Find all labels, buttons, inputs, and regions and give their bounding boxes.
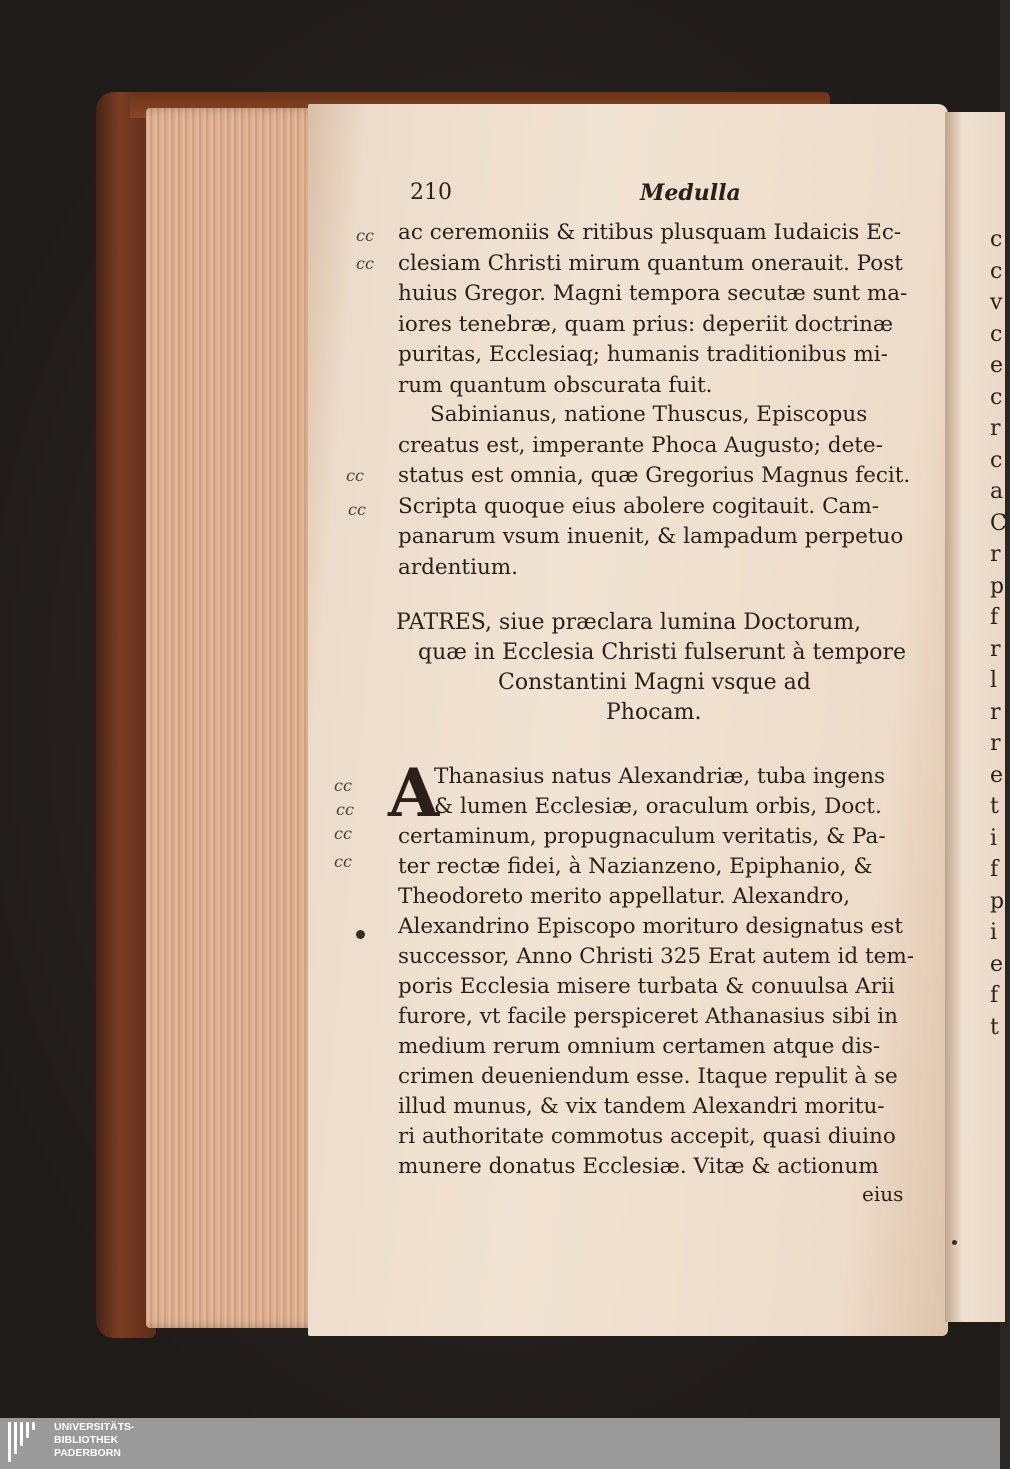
page-edges (146, 108, 326, 1328)
margin-note: cc (348, 500, 366, 519)
facing-page-letter: e (990, 353, 1004, 378)
facing-page-letter: l (990, 668, 998, 693)
facing-page-letter: r (990, 542, 1001, 567)
facing-page-letter: c (990, 321, 1003, 347)
facing-page-letter: f (990, 857, 999, 882)
text-line: medium rerum omnium certamen atque dis- (398, 1034, 881, 1059)
margin-note: cc (356, 226, 374, 245)
logo-text-line: PADERBORN (54, 1447, 121, 1459)
text-line: crimen deueniendum esse. Itaque repulit à se (398, 1064, 898, 1089)
facing-page-letter: e (990, 762, 1004, 788)
text-line: successor, Anno Christi 325 Erat autem id tem- (398, 944, 914, 969)
text-line: certaminum, propugnaculum veritatis, & Pa- (398, 824, 886, 849)
facing-page-letter: f (990, 983, 999, 1008)
text-line: & lumen Ecclesiæ, oraculum orbis, Doct. (434, 794, 882, 819)
text-line: rum quantum obscurata fuit. (398, 372, 713, 398)
facing-page-letter: c (990, 227, 1003, 252)
facing-page-letter: c (990, 384, 1003, 410)
text-line: puritas, Ecclesiaq; humanis traditionibus mi- (398, 342, 888, 367)
text-line: furore, vt facile perspiceret Athanasius sibi in (398, 1004, 898, 1029)
text-line: panarum vsum inuenit, & lampadum perpetuo (398, 524, 904, 549)
footer-bar (0, 1418, 1000, 1469)
facing-page-letter: r (990, 636, 1001, 662)
facing-page-letter: p (990, 888, 1005, 914)
text-line: huius Gregor. Magni tempora secutæ sunt ma- (398, 281, 908, 306)
text-line: Alexandrino Episcopo morituro designatus est (398, 914, 903, 939)
text-line: Scripta quoque eius abolere cogitauit. Cam- (398, 493, 880, 519)
facing-page-letter: t (990, 1014, 999, 1040)
catchword: eius (862, 1182, 904, 1206)
text-line: Sabinianus, natione Thuscus, Episcopus (430, 402, 868, 427)
heading-line: PATRES, siue præclara lumina Doctorum, (396, 610, 862, 635)
facing-page-letters (990, 224, 1010, 1043)
ink-blot (356, 930, 365, 939)
logo-text-line: BIBLIOTHEK (54, 1434, 119, 1446)
text-line: ardentium. (398, 554, 519, 580)
facing-page-letter: i (990, 920, 998, 945)
facing-page-letter: r (990, 731, 1001, 756)
page-number: 210 (410, 180, 452, 205)
logo-text-line: UNIVERSITÄTS- (54, 1421, 135, 1433)
text-line: status est omnia, quæ Gregorius Magnus fecit. (398, 463, 911, 488)
heading-line: Constantini Magni vsque ad (498, 670, 811, 695)
heading-line: Phocam. (606, 700, 702, 725)
margin-note: cc (356, 254, 374, 273)
facing-page-letter: c (990, 447, 1003, 473)
text-line: Thanasius natus Alexandriæ, tuba ingens (434, 764, 886, 789)
facing-page-letter: e (990, 951, 1004, 977)
margin-note: cc (334, 824, 352, 843)
facing-page-letter: i (990, 825, 998, 851)
margin-note: cc (346, 466, 364, 485)
text-line: ri authoritate commotus accepit, quasi diuino (398, 1124, 896, 1149)
facing-page-letter: r (990, 699, 1001, 725)
text-line: poris Ecclesia misere turbata & conuulsa Arii (398, 974, 895, 999)
library-logo-text (54, 1421, 135, 1460)
text-line: Theodoreto merito appellatur. Alexandro, (398, 884, 851, 909)
facing-page-letter: f (990, 605, 999, 630)
margin-note: cc (336, 800, 354, 819)
text-line: iores tenebræ, quam prius: deperiit doctrinæ (398, 311, 894, 337)
running-title: Medulla (640, 180, 741, 206)
facing-page-letter: C (990, 510, 1007, 536)
facing-page-letter: v (990, 290, 1003, 315)
text-line: clesiam Christi mirum quantum onerauit. Post (398, 250, 903, 276)
text-line: creatus est, imperante Phoca Augusto; dete- (398, 432, 883, 458)
drop-capital: A (388, 754, 440, 832)
ink-dot (952, 1240, 957, 1245)
text-line: ter rectæ fidei, à Nazianzeno, Epiphanio, & (398, 854, 873, 879)
margin-note: cc (334, 852, 352, 871)
facing-page-letter: c (990, 258, 1003, 284)
facing-page-letter: p (990, 573, 1005, 599)
facing-page-letter: a (990, 479, 1004, 504)
facing-page-letter: t (990, 794, 999, 819)
facing-page-letter: r (990, 416, 1001, 441)
heading-line: quæ in Ecclesia Christi fulserunt à tempore (418, 640, 907, 665)
text-line: munere donatus Ecclesiæ. Vitæ & actionum (398, 1154, 879, 1179)
text-line: ac ceremoniis & ritibus plusquam Iudaicis Ec- (398, 220, 902, 245)
margin-note: cc (334, 776, 352, 795)
text-line: illud munus, & vix tandem Alexandri moritu- (398, 1094, 885, 1119)
library-logo-icon (8, 1422, 44, 1462)
